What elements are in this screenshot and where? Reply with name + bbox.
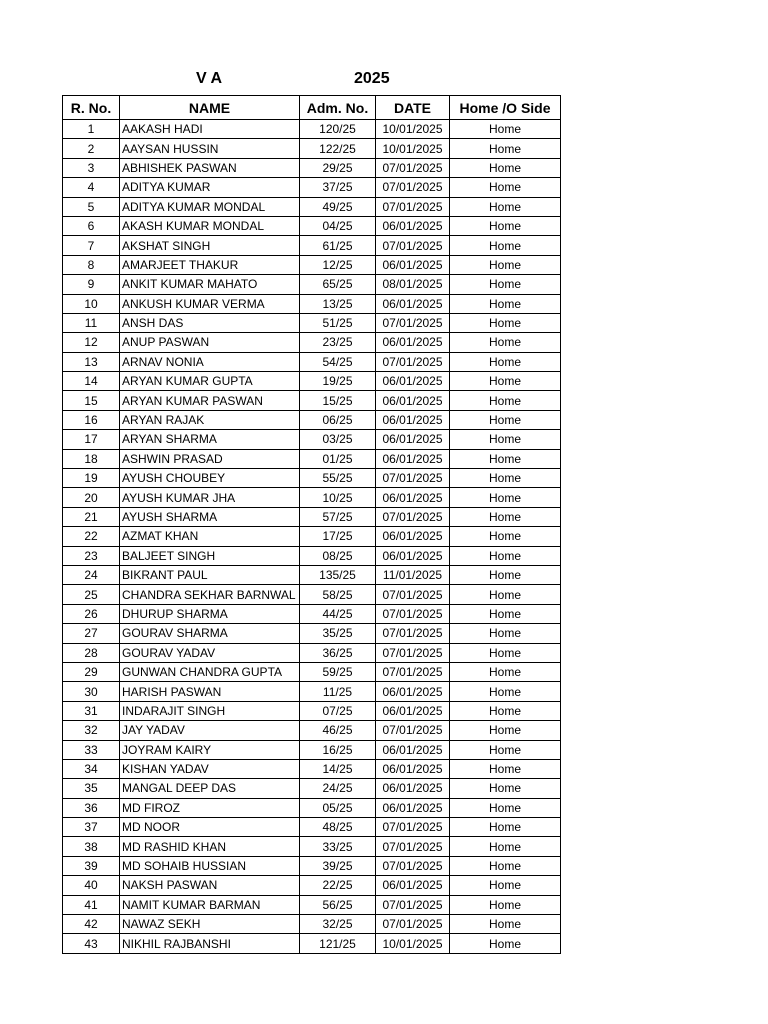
roll-number-cell: 31 xyxy=(63,701,120,720)
student-name-cell: ANKUSH KUMAR VERMA xyxy=(120,294,300,313)
student-name-cell: ABHISHEK PASWAN xyxy=(120,158,300,177)
admission-number-cell: 16/25 xyxy=(300,740,376,759)
student-register-table xyxy=(62,95,561,954)
admission-date-cell: 07/01/2025 xyxy=(376,895,450,914)
table-row xyxy=(63,333,561,352)
roll-number-cell: 1 xyxy=(63,120,120,139)
student-name-cell: CHANDRA SEKHAR BARNWAL xyxy=(120,585,300,604)
table-row xyxy=(63,197,561,216)
table-row xyxy=(63,701,561,720)
admission-number-cell: 135/25 xyxy=(300,565,376,584)
table-row xyxy=(63,662,561,681)
roll-number-cell: 32 xyxy=(63,721,120,740)
table-row xyxy=(63,604,561,623)
roll-number-cell: 26 xyxy=(63,604,120,623)
residence-side-cell: Home xyxy=(450,197,561,216)
residence-side-cell: Home xyxy=(450,701,561,720)
student-name-cell: GUNWAN CHANDRA GUPTA xyxy=(120,662,300,681)
table-row xyxy=(63,449,561,468)
admission-date-cell: 06/01/2025 xyxy=(376,372,450,391)
admission-number-cell: 35/25 xyxy=(300,624,376,643)
admission-date-cell: 07/01/2025 xyxy=(376,585,450,604)
admission-date-cell: 06/01/2025 xyxy=(376,546,450,565)
admission-date-cell: 07/01/2025 xyxy=(376,178,450,197)
table-row xyxy=(63,255,561,274)
residence-side-cell: Home xyxy=(450,275,561,294)
student-name-cell: KISHAN YADAV xyxy=(120,759,300,778)
column-header-adm: Adm. No. xyxy=(300,96,376,120)
residence-side-cell: Home xyxy=(450,934,561,953)
student-name-cell: MANGAL DEEP DAS xyxy=(120,779,300,798)
roll-number-cell: 8 xyxy=(63,255,120,274)
roll-number-cell: 17 xyxy=(63,430,120,449)
table-row xyxy=(63,120,561,139)
roll-number-cell: 37 xyxy=(63,818,120,837)
table-row xyxy=(63,410,561,429)
admission-number-cell: 120/25 xyxy=(300,120,376,139)
column-header-side: Home /O Side xyxy=(450,96,561,120)
student-name-cell: MD SOHAIB HUSSIAN xyxy=(120,856,300,875)
student-name-cell: ANSH DAS xyxy=(120,313,300,332)
admission-date-cell: 07/01/2025 xyxy=(376,604,450,623)
residence-side-cell: Home xyxy=(450,352,561,371)
admission-date-cell: 08/01/2025 xyxy=(376,275,450,294)
table-row xyxy=(63,488,561,507)
residence-side-cell: Home xyxy=(450,624,561,643)
admission-number-cell: 10/25 xyxy=(300,488,376,507)
admission-date-cell: 06/01/2025 xyxy=(376,759,450,778)
residence-side-cell: Home xyxy=(450,294,561,313)
residence-side-cell: Home xyxy=(450,488,561,507)
admission-date-cell: 07/01/2025 xyxy=(376,818,450,837)
student-name-cell: MD RASHID KHAN xyxy=(120,837,300,856)
roll-number-cell: 42 xyxy=(63,915,120,934)
admission-date-cell: 06/01/2025 xyxy=(376,876,450,895)
roll-number-cell: 18 xyxy=(63,449,120,468)
admission-number-cell: 32/25 xyxy=(300,915,376,934)
residence-side-cell: Home xyxy=(450,662,561,681)
roll-number-cell: 41 xyxy=(63,895,120,914)
residence-side-cell: Home xyxy=(450,216,561,235)
admission-number-cell: 57/25 xyxy=(300,507,376,526)
admission-number-cell: 36/25 xyxy=(300,643,376,662)
table-row xyxy=(63,934,561,953)
table-body xyxy=(63,120,561,954)
admission-date-cell: 06/01/2025 xyxy=(376,430,450,449)
roll-number-cell: 40 xyxy=(63,876,120,895)
roll-number-cell: 13 xyxy=(63,352,120,371)
table-row xyxy=(63,546,561,565)
table-row xyxy=(63,740,561,759)
student-name-cell: AYUSH SHARMA xyxy=(120,507,300,526)
table-row xyxy=(63,895,561,914)
admission-date-cell: 06/01/2025 xyxy=(376,779,450,798)
table-row xyxy=(63,158,561,177)
table-row xyxy=(63,682,561,701)
roll-number-cell: 4 xyxy=(63,178,120,197)
roll-number-cell: 12 xyxy=(63,333,120,352)
residence-side-cell: Home xyxy=(450,740,561,759)
residence-side-cell: Home xyxy=(450,507,561,526)
roll-number-cell: 27 xyxy=(63,624,120,643)
admission-number-cell: 59/25 xyxy=(300,662,376,681)
student-name-cell: INDARAJIT SINGH xyxy=(120,701,300,720)
student-name-cell: GOURAV SHARMA xyxy=(120,624,300,643)
roll-number-cell: 19 xyxy=(63,469,120,488)
roll-number-cell: 3 xyxy=(63,158,120,177)
admission-date-cell: 07/01/2025 xyxy=(376,643,450,662)
student-name-cell: AZMAT KHAN xyxy=(120,527,300,546)
admission-number-cell: 11/25 xyxy=(300,682,376,701)
residence-side-cell: Home xyxy=(450,682,561,701)
table-row xyxy=(63,391,561,410)
student-name-cell: GOURAV YADAV xyxy=(120,643,300,662)
student-name-cell: NAWAZ SEKH xyxy=(120,915,300,934)
admission-number-cell: 01/25 xyxy=(300,449,376,468)
student-name-cell: ADITYA KUMAR MONDAL xyxy=(120,197,300,216)
table-row xyxy=(63,372,561,391)
table-row xyxy=(63,352,561,371)
admission-number-cell: 13/25 xyxy=(300,294,376,313)
admission-date-cell: 10/01/2025 xyxy=(376,934,450,953)
admission-number-cell: 55/25 xyxy=(300,469,376,488)
table-row xyxy=(63,856,561,875)
residence-side-cell: Home xyxy=(450,585,561,604)
column-header-name: NAME xyxy=(120,96,300,120)
admission-number-cell: 24/25 xyxy=(300,779,376,798)
roll-number-cell: 34 xyxy=(63,759,120,778)
student-name-cell: JAY YADAV xyxy=(120,721,300,740)
roll-number-cell: 33 xyxy=(63,740,120,759)
student-name-cell: ARYAN KUMAR GUPTA xyxy=(120,372,300,391)
table-row xyxy=(63,527,561,546)
admission-date-cell: 06/01/2025 xyxy=(376,391,450,410)
admission-date-cell: 06/01/2025 xyxy=(376,449,450,468)
admission-number-cell: 46/25 xyxy=(300,721,376,740)
roll-number-cell: 11 xyxy=(63,313,120,332)
table-row xyxy=(63,779,561,798)
admission-date-cell: 06/01/2025 xyxy=(376,255,450,274)
roll-number-cell: 30 xyxy=(63,682,120,701)
student-name-cell: AYUSH KUMAR JHA xyxy=(120,488,300,507)
table-row xyxy=(63,236,561,255)
residence-side-cell: Home xyxy=(450,527,561,546)
admission-date-cell: 07/01/2025 xyxy=(376,469,450,488)
admission-number-cell: 65/25 xyxy=(300,275,376,294)
admission-date-cell: 06/01/2025 xyxy=(376,798,450,817)
residence-side-cell: Home xyxy=(450,818,561,837)
admission-number-cell: 56/25 xyxy=(300,895,376,914)
table-row xyxy=(63,216,561,235)
table-row xyxy=(63,313,561,332)
roll-number-cell: 15 xyxy=(63,391,120,410)
column-header-rno: R. No. xyxy=(63,96,120,120)
admission-number-cell: 49/25 xyxy=(300,197,376,216)
student-name-cell: AYUSH CHOUBEY xyxy=(120,469,300,488)
admission-number-cell: 121/25 xyxy=(300,934,376,953)
admission-number-cell: 17/25 xyxy=(300,527,376,546)
admission-date-cell: 07/01/2025 xyxy=(376,158,450,177)
table-row xyxy=(63,139,561,158)
admission-number-cell: 07/25 xyxy=(300,701,376,720)
residence-side-cell: Home xyxy=(450,798,561,817)
table-row xyxy=(63,275,561,294)
roll-number-cell: 35 xyxy=(63,779,120,798)
admission-date-cell: 06/01/2025 xyxy=(376,740,450,759)
roll-number-cell: 10 xyxy=(63,294,120,313)
admission-number-cell: 23/25 xyxy=(300,333,376,352)
residence-side-cell: Home xyxy=(450,856,561,875)
roll-number-cell: 6 xyxy=(63,216,120,235)
residence-side-cell: Home xyxy=(450,120,561,139)
admission-date-cell: 07/01/2025 xyxy=(376,856,450,875)
admission-date-cell: 07/01/2025 xyxy=(376,721,450,740)
roll-number-cell: 7 xyxy=(63,236,120,255)
admission-date-cell: 06/01/2025 xyxy=(376,701,450,720)
residence-side-cell: Home xyxy=(450,915,561,934)
residence-side-cell: Home xyxy=(450,779,561,798)
residence-side-cell: Home xyxy=(450,449,561,468)
student-name-cell: ARNAV NONIA xyxy=(120,352,300,371)
table-row xyxy=(63,430,561,449)
roll-number-cell: 2 xyxy=(63,139,120,158)
residence-side-cell: Home xyxy=(450,410,561,429)
student-name-cell: AKSHAT SINGH xyxy=(120,236,300,255)
year-label: 2025 xyxy=(354,70,390,87)
residence-side-cell: Home xyxy=(450,721,561,740)
residence-side-cell: Home xyxy=(450,139,561,158)
roll-number-cell: 29 xyxy=(63,662,120,681)
admission-number-cell: 122/25 xyxy=(300,139,376,158)
admission-date-cell: 10/01/2025 xyxy=(376,120,450,139)
table-row xyxy=(63,624,561,643)
student-name-cell: ANKIT KUMAR MAHATO xyxy=(120,275,300,294)
student-name-cell: BIKRANT PAUL xyxy=(120,565,300,584)
admission-date-cell: 06/01/2025 xyxy=(376,527,450,546)
residence-side-cell: Home xyxy=(450,391,561,410)
admission-date-cell: 07/01/2025 xyxy=(376,352,450,371)
residence-side-cell: Home xyxy=(450,565,561,584)
student-name-cell: HARISH PASWAN xyxy=(120,682,300,701)
class-label: V A xyxy=(196,70,223,87)
admission-date-cell: 07/01/2025 xyxy=(376,837,450,856)
student-name-cell: AKASH KUMAR MONDAL xyxy=(120,216,300,235)
residence-side-cell: Home xyxy=(450,895,561,914)
student-name-cell: NAKSH PASWAN xyxy=(120,876,300,895)
admission-date-cell: 06/01/2025 xyxy=(376,682,450,701)
residence-side-cell: Home xyxy=(450,158,561,177)
admission-number-cell: 29/25 xyxy=(300,158,376,177)
table-row xyxy=(63,721,561,740)
residence-side-cell: Home xyxy=(450,546,561,565)
student-name-cell: DHURUP SHARMA xyxy=(120,604,300,623)
roll-number-cell: 14 xyxy=(63,372,120,391)
roll-number-cell: 24 xyxy=(63,565,120,584)
student-name-cell: NIKHIL RAJBANSHI xyxy=(120,934,300,953)
student-name-cell: BALJEET SINGH xyxy=(120,546,300,565)
residence-side-cell: Home xyxy=(450,333,561,352)
table-row xyxy=(63,837,561,856)
admission-date-cell: 10/01/2025 xyxy=(376,139,450,158)
roll-number-cell: 43 xyxy=(63,934,120,953)
student-name-cell: NAMIT KUMAR BARMAN xyxy=(120,895,300,914)
student-name-cell: MD NOOR xyxy=(120,818,300,837)
table-row xyxy=(63,798,561,817)
roll-number-cell: 39 xyxy=(63,856,120,875)
residence-side-cell: Home xyxy=(450,313,561,332)
roll-number-cell: 25 xyxy=(63,585,120,604)
student-name-cell: ARYAN KUMAR PASWAN xyxy=(120,391,300,410)
header-row xyxy=(63,96,561,120)
admission-date-cell: 07/01/2025 xyxy=(376,507,450,526)
admission-number-cell: 61/25 xyxy=(300,236,376,255)
document-title xyxy=(62,70,560,92)
table-row xyxy=(63,469,561,488)
residence-side-cell: Home xyxy=(450,876,561,895)
table-row xyxy=(63,818,561,837)
roll-number-cell: 16 xyxy=(63,410,120,429)
admission-date-cell: 06/01/2025 xyxy=(376,410,450,429)
admission-number-cell: 37/25 xyxy=(300,178,376,197)
admission-date-cell: 07/01/2025 xyxy=(376,624,450,643)
roll-number-cell: 9 xyxy=(63,275,120,294)
student-name-cell: AMARJEET THAKUR xyxy=(120,255,300,274)
table-row xyxy=(63,294,561,313)
roll-number-cell: 21 xyxy=(63,507,120,526)
admission-number-cell: 19/25 xyxy=(300,372,376,391)
table-row xyxy=(63,178,561,197)
admission-date-cell: 07/01/2025 xyxy=(376,915,450,934)
admission-date-cell: 06/01/2025 xyxy=(376,216,450,235)
table-row xyxy=(63,915,561,934)
admission-date-cell: 07/01/2025 xyxy=(376,662,450,681)
admission-number-cell: 48/25 xyxy=(300,818,376,837)
student-name-cell: ARYAN SHARMA xyxy=(120,430,300,449)
student-name-cell: AAYSAN HUSSIN xyxy=(120,139,300,158)
student-name-cell: ARYAN RAJAK xyxy=(120,410,300,429)
admission-date-cell: 07/01/2025 xyxy=(376,236,450,255)
roll-number-cell: 28 xyxy=(63,643,120,662)
admission-date-cell: 11/01/2025 xyxy=(376,565,450,584)
residence-side-cell: Home xyxy=(450,255,561,274)
admission-number-cell: 51/25 xyxy=(300,313,376,332)
table-row xyxy=(63,643,561,662)
student-name-cell: MD FIROZ xyxy=(120,798,300,817)
student-name-cell: ADITYA KUMAR xyxy=(120,178,300,197)
roll-number-cell: 23 xyxy=(63,546,120,565)
admission-number-cell: 44/25 xyxy=(300,604,376,623)
admission-number-cell: 33/25 xyxy=(300,837,376,856)
residence-side-cell: Home xyxy=(450,469,561,488)
column-header-date: DATE xyxy=(376,96,450,120)
table-row xyxy=(63,876,561,895)
residence-side-cell: Home xyxy=(450,236,561,255)
admission-number-cell: 39/25 xyxy=(300,856,376,875)
residence-side-cell: Home xyxy=(450,178,561,197)
table-row xyxy=(63,585,561,604)
admission-date-cell: 07/01/2025 xyxy=(376,313,450,332)
table-row xyxy=(63,759,561,778)
admission-date-cell: 06/01/2025 xyxy=(376,294,450,313)
admission-number-cell: 14/25 xyxy=(300,759,376,778)
residence-side-cell: Home xyxy=(450,430,561,449)
residence-side-cell: Home xyxy=(450,643,561,662)
residence-side-cell: Home xyxy=(450,759,561,778)
roll-number-cell: 22 xyxy=(63,527,120,546)
residence-side-cell: Home xyxy=(450,372,561,391)
admission-number-cell: 15/25 xyxy=(300,391,376,410)
roll-number-cell: 20 xyxy=(63,488,120,507)
admission-number-cell: 03/25 xyxy=(300,430,376,449)
roll-number-cell: 36 xyxy=(63,798,120,817)
table-row xyxy=(63,565,561,584)
student-name-cell: ASHWIN PRASAD xyxy=(120,449,300,468)
roll-number-cell: 5 xyxy=(63,197,120,216)
admission-number-cell: 58/25 xyxy=(300,585,376,604)
admission-number-cell: 08/25 xyxy=(300,546,376,565)
table-header xyxy=(63,96,561,120)
roll-number-cell: 38 xyxy=(63,837,120,856)
admission-number-cell: 04/25 xyxy=(300,216,376,235)
student-name-cell: JOYRAM KAIRY xyxy=(120,740,300,759)
admission-number-cell: 05/25 xyxy=(300,798,376,817)
admission-number-cell: 12/25 xyxy=(300,255,376,274)
table-row xyxy=(63,507,561,526)
residence-side-cell: Home xyxy=(450,837,561,856)
admission-number-cell: 54/25 xyxy=(300,352,376,371)
student-name-cell: ANUP PASWAN xyxy=(120,333,300,352)
admission-date-cell: 06/01/2025 xyxy=(376,333,450,352)
residence-side-cell: Home xyxy=(450,604,561,623)
admission-number-cell: 06/25 xyxy=(300,410,376,429)
admission-date-cell: 07/01/2025 xyxy=(376,197,450,216)
student-name-cell: AAKASH HADI xyxy=(120,120,300,139)
admission-date-cell: 06/01/2025 xyxy=(376,488,450,507)
admission-number-cell: 22/25 xyxy=(300,876,376,895)
